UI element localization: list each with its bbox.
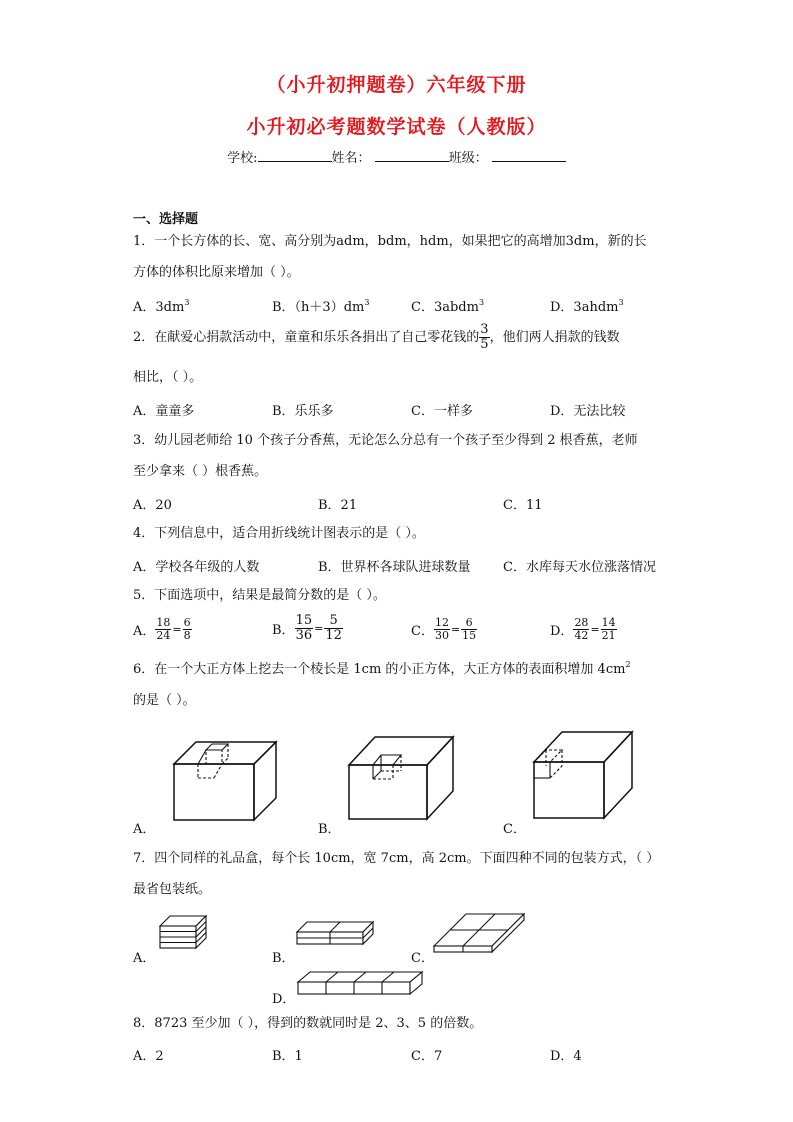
q6-cube-figure-c	[530, 728, 635, 823]
q7-line1: 7．四个同样的礼品盒，每个长 10cm，宽 7cm，高 2cm。下面四种不同的包装方式，（ ）	[133, 851, 660, 866]
q4-option-c[interactable]: C．水库每天水位涨落情况	[503, 560, 656, 575]
exam-title-line1: （小升初押题卷）六年级下册	[266, 74, 527, 96]
q6-cube-figure-a	[170, 738, 280, 823]
q6-option-a[interactable]: A．	[133, 822, 156, 837]
q3-line2: 至少拿来（ ）根香蕉。	[133, 464, 268, 479]
q8-option-a[interactable]: A．2	[133, 1049, 164, 1064]
q2-option-d[interactable]: D．无法比较	[550, 404, 626, 419]
q3-line1: 3．幼儿园老师给 10 个孩子分香蕉，无论怎么分总有一个孩子至少得到 2 根香蕉，老师	[133, 433, 638, 448]
q2-option-c[interactable]: C．一样多	[411, 404, 473, 419]
q5-option-b[interactable]: B． $\frac{15}{36}$ = $\frac{5}{12}$	[272, 613, 342, 643]
q1-line2: 方体的体积比原来增加（ ）。	[133, 265, 300, 280]
section-title: 一、选择题	[133, 212, 199, 227]
q8-option-b[interactable]: B．1	[272, 1049, 303, 1064]
q4-line1: 4．下列信息中，适合用折线统计图表示的是（ ）。	[133, 526, 425, 541]
q2-option-a[interactable]: A．童童多	[133, 404, 195, 419]
q7-option-a[interactable]: A．	[133, 951, 156, 966]
q1-line1: 1．一个长方体的长、宽、高分别为adm，bdm，hdm，如果把它的高增加3dm，新的长	[133, 234, 647, 249]
q7-stacked-boxes-b	[295, 918, 375, 948]
q3-option-b[interactable]: B．21	[318, 498, 358, 513]
q7-flat-boxes-c	[432, 912, 528, 956]
name-blank[interactable]	[375, 149, 449, 162]
q2-line2: 相比，（ ）。	[133, 370, 203, 385]
q1-option-c[interactable]: C．3abdm$^3$	[411, 298, 485, 315]
class-label: 班级：	[448, 151, 488, 166]
q4-option-b[interactable]: B．世界杯各球队进球数量	[318, 560, 471, 575]
q2-fraction: $\frac{3}{5}$	[480, 322, 489, 352]
q5-line1: 5．下面选项中，结果是最简分数的是（ ）。	[133, 588, 386, 603]
exam-title-line2: 小升初必考题数学试卷（人教版）	[246, 116, 547, 138]
student-info-line	[0, 147, 793, 166]
q2-line1: 2．在献爱心捐款活动中，童童和乐乐各捐出了自己零花钱的 $\frac{3}{5}$ ，他们两人捐款的钱数	[133, 322, 620, 352]
q7-option-c[interactable]: C．	[411, 951, 434, 966]
q5-option-c[interactable]: C． $\frac{12}{30}$ = $\frac{6}{15}$	[411, 616, 477, 642]
q3-option-a[interactable]: A．20	[133, 498, 172, 513]
q4-option-a[interactable]: A．学校各年级的人数	[133, 560, 260, 575]
q8-option-d[interactable]: D．4	[550, 1049, 582, 1064]
q8-line1: 8．8723 至少加（ ），得到的数就同时是 2、3、5 的倍数。	[133, 1016, 483, 1031]
q6-option-c[interactable]: C．	[503, 822, 526, 837]
q6-option-b[interactable]: B．	[318, 822, 341, 837]
school-label: 学校:	[227, 151, 258, 166]
q7-option-d[interactable]: D．	[272, 992, 296, 1007]
q7-stacked-boxes-a	[158, 914, 210, 950]
class-blank[interactable]	[492, 149, 566, 162]
q3-option-c[interactable]: C．11	[503, 498, 543, 513]
q7-line2: 最省包装纸。	[133, 882, 212, 897]
name-label: 姓名：	[331, 151, 371, 166]
q1-option-a[interactable]: A．$3dm^3$	[133, 298, 190, 315]
q2-option-b[interactable]: B．乐乐多	[272, 404, 334, 419]
q6-line1: 6．在一个大正方体上挖去一个棱长是 1cm 的小正方体，大正方体的表面积增加 $4cm^2$	[133, 660, 631, 677]
q5-option-d[interactable]: D． $\frac{28}{42}$ = $\frac{14}{21}$	[550, 616, 616, 642]
q7-option-b[interactable]: B．	[272, 951, 295, 966]
q5-option-a[interactable]: A． $\frac{18}{24}$ = $\frac{6}{8}$	[133, 616, 191, 642]
q1-option-d[interactable]: D．3ahdm$^3$	[550, 298, 624, 315]
q6-cube-figure-b	[345, 733, 455, 823]
q1-option-b[interactable]: B．$(h+3)dm^3$	[272, 298, 370, 315]
school-blank[interactable]	[258, 149, 332, 162]
q7-row-boxes-d	[296, 968, 426, 998]
q8-option-c[interactable]: C．7	[411, 1049, 443, 1064]
q6-line2: 的是（ ）。	[133, 693, 196, 708]
